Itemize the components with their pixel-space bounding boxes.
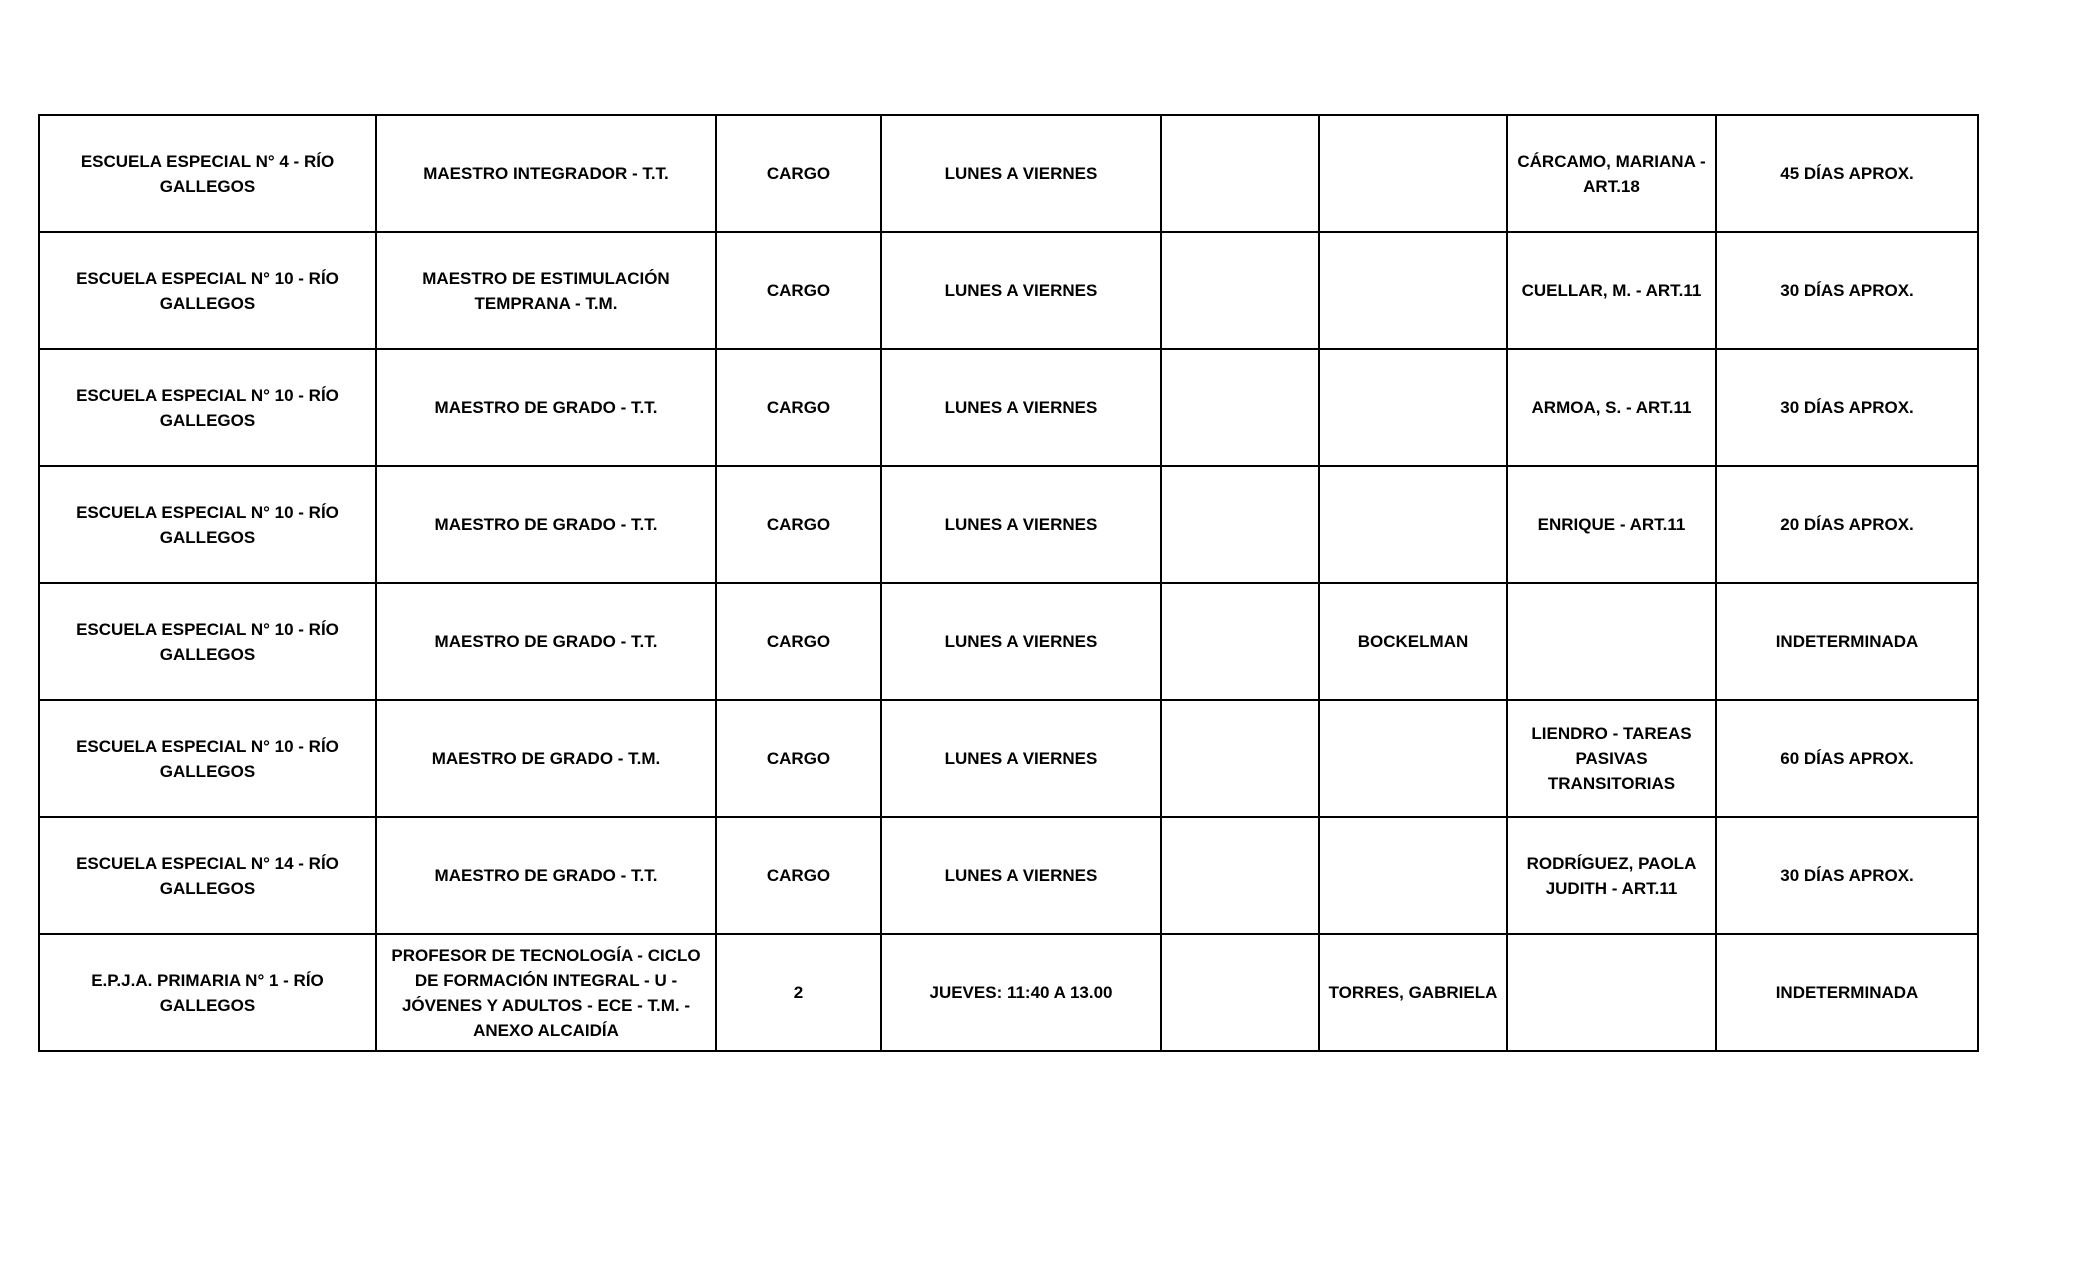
replacement-cell bbox=[1319, 817, 1507, 934]
table-row bbox=[39, 115, 1978, 232]
holder-cell bbox=[1507, 583, 1716, 700]
duration-cell: 60 DÍAS APROX. bbox=[1716, 700, 1978, 817]
position-cell: MAESTRO DE ESTIMULACIÓN TEMPRANA - T.M. bbox=[376, 232, 716, 349]
schedule-cell: LUNES A VIERNES bbox=[881, 115, 1161, 232]
replacement-cell bbox=[1319, 466, 1507, 583]
school-cell: ESCUELA ESPECIAL N° 10 - RÍO GALLEGOS bbox=[39, 583, 376, 700]
position-cell: PROFESOR DE TECNOLOGÍA - CICLO DE FORMACIÓN INTEGRAL - U - JÓVENES Y ADULTOS - ECE - T.M. - ANEXO ALCAIDÍA bbox=[376, 934, 716, 1051]
holder-cell: CÁRCAMO, MARIANA - ART.18 bbox=[1507, 115, 1716, 232]
hours-cell: CARGO bbox=[716, 817, 881, 934]
position-cell: MAESTRO DE GRADO - T.T. bbox=[376, 466, 716, 583]
replacement-cell bbox=[1319, 232, 1507, 349]
replacement-cell bbox=[1319, 349, 1507, 466]
replacement-cell: TORRES, GABRIELA bbox=[1319, 934, 1507, 1051]
holder-cell: CUELLAR, M. - ART.11 bbox=[1507, 232, 1716, 349]
table-row bbox=[39, 466, 1978, 583]
hours-cell: CARGO bbox=[716, 466, 881, 583]
empty-cell bbox=[1161, 583, 1319, 700]
hours-cell: 2 bbox=[716, 934, 881, 1051]
vacancies-table bbox=[38, 114, 1979, 1052]
school-cell: ESCUELA ESPECIAL N° 10 - RÍO GALLEGOS bbox=[39, 466, 376, 583]
table-row bbox=[39, 349, 1978, 466]
hours-cell: CARGO bbox=[716, 349, 881, 466]
schedule-cell: JUEVES: 11:40 A 13.00 bbox=[881, 934, 1161, 1051]
duration-cell: 30 DÍAS APROX. bbox=[1716, 349, 1978, 466]
table-row bbox=[39, 817, 1978, 934]
position-cell: MAESTRO DE GRADO - T.T. bbox=[376, 349, 716, 466]
school-cell: E.P.J.A. PRIMARIA N° 1 - RÍO GALLEGOS bbox=[39, 934, 376, 1051]
position-cell: MAESTRO DE GRADO - T.M. bbox=[376, 700, 716, 817]
schedule-cell: LUNES A VIERNES bbox=[881, 349, 1161, 466]
duration-cell: 30 DÍAS APROX. bbox=[1716, 232, 1978, 349]
hours-cell: CARGO bbox=[716, 115, 881, 232]
duration-cell: 20 DÍAS APROX. bbox=[1716, 466, 1978, 583]
hours-cell: CARGO bbox=[716, 232, 881, 349]
replacement-cell bbox=[1319, 115, 1507, 232]
table-row bbox=[39, 700, 1978, 817]
empty-cell bbox=[1161, 466, 1319, 583]
schedule-cell: LUNES A VIERNES bbox=[881, 232, 1161, 349]
table-body bbox=[39, 115, 1978, 1051]
hours-cell: CARGO bbox=[716, 700, 881, 817]
schedule-cell: LUNES A VIERNES bbox=[881, 466, 1161, 583]
school-cell: ESCUELA ESPECIAL N° 4 - RÍO GALLEGOS bbox=[39, 115, 376, 232]
replacement-cell bbox=[1319, 700, 1507, 817]
holder-cell: ENRIQUE - ART.11 bbox=[1507, 466, 1716, 583]
table-row bbox=[39, 934, 1978, 1051]
position-cell: MAESTRO INTEGRADOR - T.T. bbox=[376, 115, 716, 232]
replacement-cell: BOCKELMAN bbox=[1319, 583, 1507, 700]
table-row bbox=[39, 583, 1978, 700]
empty-cell bbox=[1161, 349, 1319, 466]
position-cell: MAESTRO DE GRADO - T.T. bbox=[376, 583, 716, 700]
schedule-cell: LUNES A VIERNES bbox=[881, 817, 1161, 934]
empty-cell bbox=[1161, 934, 1319, 1051]
holder-cell: LIENDRO - TAREAS PASIVAS TRANSITORIAS bbox=[1507, 700, 1716, 817]
school-cell: ESCUELA ESPECIAL N° 10 - RÍO GALLEGOS bbox=[39, 349, 376, 466]
hours-cell: CARGO bbox=[716, 583, 881, 700]
school-cell: ESCUELA ESPECIAL N° 10 - RÍO GALLEGOS bbox=[39, 700, 376, 817]
duration-cell: 30 DÍAS APROX. bbox=[1716, 817, 1978, 934]
empty-cell bbox=[1161, 232, 1319, 349]
school-cell: ESCUELA ESPECIAL N° 10 - RÍO GALLEGOS bbox=[39, 232, 376, 349]
schedule-cell: LUNES A VIERNES bbox=[881, 583, 1161, 700]
duration-cell: INDETERMINADA bbox=[1716, 583, 1978, 700]
holder-cell bbox=[1507, 934, 1716, 1051]
position-cell: MAESTRO DE GRADO - T.T. bbox=[376, 817, 716, 934]
schedule-cell: LUNES A VIERNES bbox=[881, 700, 1161, 817]
empty-cell bbox=[1161, 700, 1319, 817]
duration-cell: INDETERMINADA bbox=[1716, 934, 1978, 1051]
empty-cell bbox=[1161, 817, 1319, 934]
empty-cell bbox=[1161, 115, 1319, 232]
duration-cell: 45 DÍAS APROX. bbox=[1716, 115, 1978, 232]
holder-cell: RODRÍGUEZ, PAOLA JUDITH - ART.11 bbox=[1507, 817, 1716, 934]
holder-cell: ARMOA, S. - ART.11 bbox=[1507, 349, 1716, 466]
table-row bbox=[39, 232, 1978, 349]
school-cell: ESCUELA ESPECIAL N° 14 - RÍO GALLEGOS bbox=[39, 817, 376, 934]
